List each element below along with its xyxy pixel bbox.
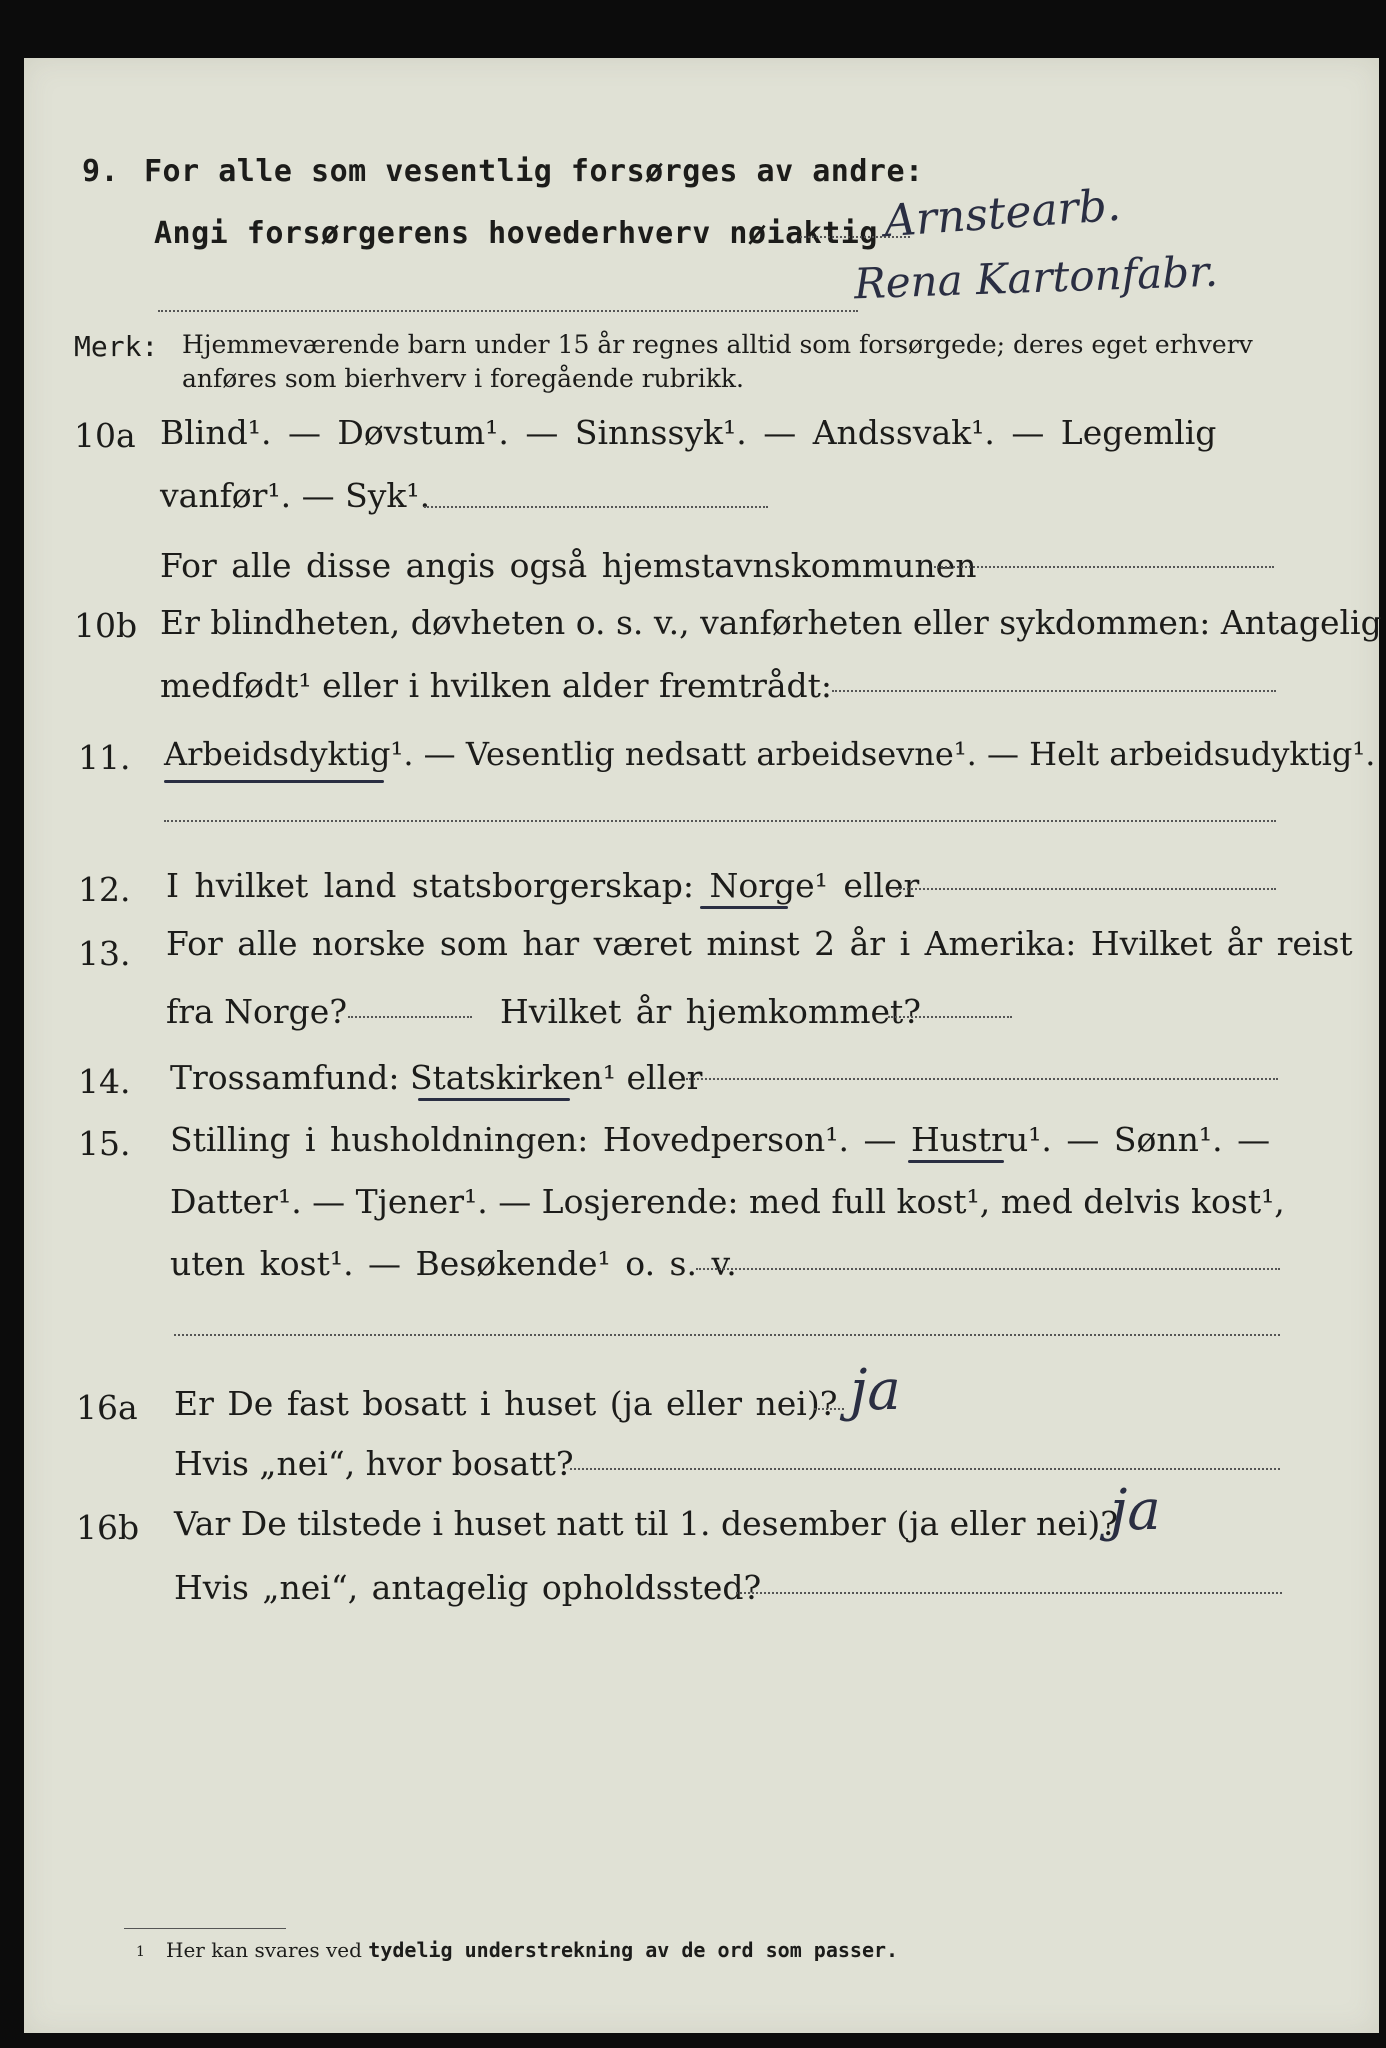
footnote-mark: 1 <box>136 1944 145 1960</box>
q16b-number: 16b <box>76 1508 140 1547</box>
q15-line2: Datter¹. — Tjener¹. — Losjerende: med full kost¹, med delvis kost¹, <box>170 1182 1285 1221</box>
footnote-rule <box>124 1928 286 1929</box>
q13-line2a: fra Norge? <box>166 992 348 1031</box>
q16a-dotted-line-2 <box>570 1468 1280 1470</box>
form-page <box>24 58 1382 2033</box>
q10b-line1: Er blindheten, døvheten o. s. v., vanførheten eller sykdommen: Antagelig <box>160 603 1382 642</box>
q11-number: 11. <box>78 738 131 777</box>
q14-line1: Trossamfund: Statskirken¹ eller <box>170 1058 703 1097</box>
q9-line1: For alle som vesentlig forsørges av andre: <box>144 154 924 189</box>
q9-line2: Angi forsørgerens hovederhverv nøiaktig <box>154 216 878 251</box>
q16a-dotted-line <box>814 1408 844 1410</box>
q10a-number: 10a <box>74 416 136 455</box>
q10a-dotted-line <box>424 506 768 508</box>
q15-handwritten-underline <box>908 1160 1004 1163</box>
q16a-number: 16a <box>76 1388 138 1427</box>
q14-handwritten-underline <box>418 1098 570 1101</box>
q13-dotted-line <box>348 1016 472 1018</box>
q15-line3: uten kost¹. — Besøkende¹ o. s. v. <box>170 1244 737 1283</box>
q16b-dotted-line <box>736 1592 1282 1594</box>
q10a-line2: vanfør¹. — Syk¹. <box>160 476 431 515</box>
q12-line1: I hvilket land statsborgerskap: Norge¹ eller <box>166 866 920 905</box>
merk-line2: anføres som bierhverv i foregående rubrikk. <box>182 364 744 393</box>
q9-dotted-line-2 <box>158 310 858 312</box>
q13-number: 13. <box>78 934 131 973</box>
merk-label: Merk: <box>74 330 159 363</box>
q10a-dotted-line-2 <box>934 566 1274 568</box>
q15-number: 15. <box>78 1124 131 1163</box>
q16a-handwritten-answer: ja <box>850 1358 901 1423</box>
q15-dotted-line-2 <box>174 1334 1280 1336</box>
q10a-line3: For alle disse angis også hjemstavnskommunen <box>160 546 977 585</box>
q10b-number: 10b <box>74 606 138 645</box>
q13-line2b: Hvilket år hjemkommet? <box>500 992 921 1031</box>
q14-dotted-line <box>686 1078 1278 1080</box>
q10b-line2: medfødt¹ eller i hvilken alder fremtrådt: <box>160 666 833 705</box>
q16b-line1: Var De tilstede i huset natt til 1. desember (ja eller nei)? <box>174 1504 1118 1543</box>
footnote-emphasis: tydelig understrekning av de ord som passer. <box>368 1938 899 1962</box>
footnote-text <box>166 1938 898 1962</box>
merk-line1: Hjemmeværende barn under 15 år regnes alltid som forsørgede; deres eget erhverv <box>182 330 1253 359</box>
q16a-line1: Er De fast bosatt i huset (ja eller nei)? <box>174 1384 838 1423</box>
q9-handwritten-answer-2: Rena Kartonfabr. <box>853 246 1219 309</box>
q13-dotted-line-2 <box>888 1016 1012 1018</box>
q16a-line2: Hvis „nei“, hvor bosatt? <box>174 1444 574 1483</box>
q12-handwritten-underline <box>700 906 788 909</box>
q12-dotted-line <box>896 888 1276 890</box>
q15-line1: Stilling i husholdningen: Hovedperson¹. — Hustru¹. — Sønn¹. — <box>170 1120 1271 1159</box>
q9-handwritten-answer-1: Arnstearb. <box>882 179 1123 248</box>
q13-line1: For alle norske som har været minst 2 år i Amerika: Hvilket år reist <box>166 924 1353 963</box>
q15-dotted-line <box>696 1268 1280 1270</box>
q12-number: 12. <box>78 870 131 909</box>
q11-dotted-line <box>164 820 1276 822</box>
q11-line1: Arbeidsdyktig¹. — Vesentlig nedsatt arbeidsevne¹. — Helt arbeidsudyktig¹. <box>164 735 1376 773</box>
q11-handwritten-underline <box>164 780 384 783</box>
q10a-line1: Blind¹. — Døvstum¹. — Sinnssyk¹. — Andssvak¹. — Legemlig <box>160 413 1217 452</box>
q16b-line2: Hvis „nei“, antagelig opholdssted? <box>174 1568 762 1607</box>
q16b-handwritten-answer: ja <box>1110 1478 1161 1543</box>
q14-number: 14. <box>78 1062 131 1101</box>
q10b-dotted-line <box>832 690 1276 692</box>
q9-number: 9. <box>82 154 120 189</box>
footnote-lead: Her kan svares ved <box>166 1938 362 1962</box>
